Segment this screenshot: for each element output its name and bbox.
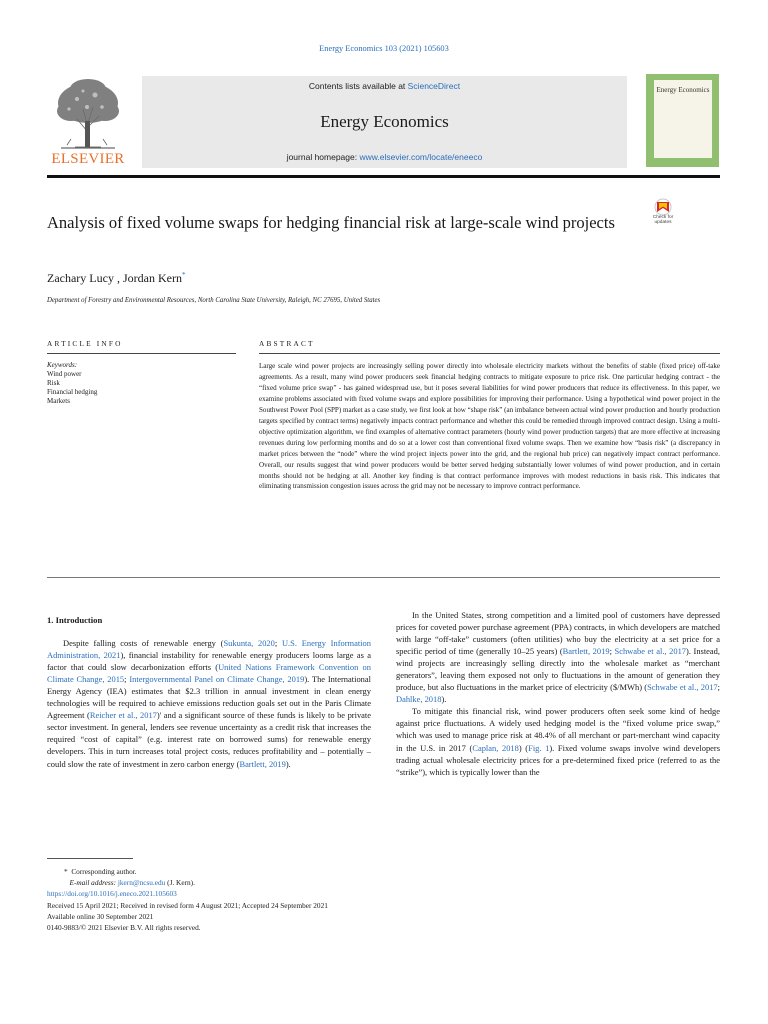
footnote-mark: *	[64, 867, 68, 876]
citation-link[interactable]: Bartlett, 2019	[562, 646, 610, 657]
keyword-item: Financial hedging	[47, 387, 98, 396]
citation-link[interactable]: Sukunta, 2020	[223, 638, 275, 649]
abstract-bottom-rule	[47, 577, 720, 578]
body-text: ;	[717, 682, 721, 693]
masthead-rule	[47, 175, 720, 178]
body-paragraph	[47, 637, 371, 770]
cover-title: Energy Economics	[656, 86, 710, 94]
body-text: ;	[274, 638, 282, 649]
body-paragraph	[396, 705, 720, 777]
citation-link[interactable]: Reicher et al., 2017	[89, 710, 157, 721]
author-list	[47, 271, 185, 286]
abstract-heading: ABSTRACT	[259, 339, 315, 348]
corresponding-author-mark[interactable]: *	[181, 271, 186, 279]
citation-link[interactable]: Intergovernmental Panel on Climate Change, 2019	[129, 674, 305, 685]
journal-masthead	[47, 71, 720, 172]
abstract-text: Large scale wind power projects are increasingly selling power directly into wholesale electricity markets without the benefits of stable (fixed price) off-take agreements. As a result, many wind power producers seek financial hedging contracts to mitigate exposure to price risk. One particular hedging contract - the “fixed volume price swap” - has gained widespread use, but it poses several liabilities for wind power producers that reduce its effectiveness. In this paper, we examine problems associated with fixed volume swaps and explore possibilities for improving their performance. Using a hypothetical wind power project in the Southwest Power Pool (SPP) market as a case study, we first look at how “shape risk” (an imbalance between actual wind power production and hourly production targets specified by contract terms) negatively impacts contract performance and whether this could be remedied through improved contract design. Using a multi-objective optimization algorithm, we find examples of alternative contract parameters (hourly wind power production targets) that are more effective at increasing revenues during low performing months and do so at a lower cost than conventional fixed volume swaps. Then we examine how “basis risk” (a discrepancy in market prices between the “node” where the wind project injects power into the grid, and the regional hub price) can negatively impact contract performance. Overall, our results suggest that wind power producers would be better served hedging substantially lower volumes of wind power production, and in certain months should not be hedging at all. Another key finding is that contract performance improves with modest reductions in basis risk. This indicates that eliminating transmission congestion issues across the grid may not be necessary to improve contract performance.	[259, 362, 720, 491]
body-column-right	[396, 609, 720, 778]
email-note	[47, 877, 328, 888]
crossmark-label: Check for updates	[652, 215, 674, 225]
body-text: ). Fixed volume swaps involve wind developers trading actual wholesale electricity prices for a pre-determined fixed price (referred to as the “strike”), which is typically lower than the	[396, 742, 720, 777]
article-info-rule	[47, 353, 236, 354]
body-text: To mitigate this financial risk, wind power producers often seek some kind of hedge against price fluctuations. A widely used hedging model is the “fixed volume price swap,” which was used to manage price risk at 48.4% of all merchant or part-merchant wind capacity in the U.S. in 2017 (	[396, 706, 720, 753]
contents-line	[142, 81, 627, 91]
cover-panel	[654, 80, 712, 158]
body-column-left	[47, 614, 371, 770]
email-suffix: (J. Kern).	[165, 878, 195, 888]
corresponding-author-note	[47, 866, 328, 877]
corresponding-author-text: Corresponding author.	[71, 867, 137, 876]
keyword-item: Risk	[47, 378, 60, 387]
contents-prefix: Contents lists available at	[308, 81, 408, 91]
citation-link[interactable]: Bartlett, 2019	[239, 758, 286, 769]
keyword-item: Wind power	[47, 369, 82, 378]
footnotes	[47, 866, 328, 933]
body-text: ) (	[518, 742, 529, 753]
doi-link[interactable]: https://doi.org/10.1016/j.eneco.2021.105603	[47, 889, 177, 899]
publisher-name: ELSEVIER	[51, 151, 125, 167]
citation-link[interactable]: United Nations Framework Convention on Climate Change, 2015	[47, 662, 371, 685]
body-text: ), financial instability for renewable energy producers looms large as a factor that could slow decarbonization efforts (	[47, 650, 372, 673]
homepage-link[interactable]: www.elsevier.com/locate/eneeco	[359, 152, 483, 162]
section-heading-introduction: 1. Introduction	[47, 615, 103, 625]
citation-link[interactable]: Schwabe et al., 2017	[614, 646, 687, 657]
body-text: ;	[124, 674, 130, 685]
body-text: ;	[609, 646, 615, 657]
body-text: Despite falling costs of renewable energy (	[63, 638, 224, 649]
body-text: ).	[285, 758, 291, 769]
abstract-rule	[259, 353, 720, 354]
author-affiliation: Department of Forestry and Environmental Resources, North Carolina State University, Raleigh, NC 27695, United States	[47, 297, 381, 304]
body-text: ).	[441, 694, 447, 705]
citation-link[interactable]: Dahlke, 2018	[396, 694, 442, 705]
article-info-heading: ARTICLE INFO	[47, 339, 123, 348]
journal-cover-thumbnail[interactable]	[646, 74, 719, 167]
citation-link[interactable]: Caplan, 2018	[472, 742, 519, 753]
keywords-block	[47, 361, 97, 406]
keywords-label: Keywords:	[47, 361, 78, 369]
email-label: E-mail address:	[69, 878, 117, 888]
body-text: ). Instead, wind projects are increasingly selling directly into the wholesale market as “merchant generators”, leaving them exposed not only to fluctuations in the amount of generation they produce, but also fluctuations in the market price of electricity ($/MWh) (	[396, 646, 720, 693]
body-text: ). The International Energy Agency (IEA) estimates that $2.3 trillion in annual investment in clean energy technologies will be required to achieve emissions reduction goals set out in the Paris Climate Agreement (	[47, 674, 371, 721]
article-title: Analysis of fixed volume swaps for hedging financial risk at large-scale wind projects	[47, 213, 615, 232]
copyright-notice: 0140-9883/© 2021 Elsevier B.V. All rights reserved.	[47, 923, 201, 933]
journal-citation[interactable]: Energy Economics 103 (2021) 105603	[319, 44, 449, 53]
sciencedirect-link[interactable]: ScienceDirect	[407, 81, 461, 91]
body-text: )' and a significant source of these funds is likely to be private sector investment. In general, lenders see revenue uncertainty as a credit risk that increases the required “cost of capital” (e.g. interest rate on borrowed sums) for renewable energy developers. This in turn increases total project costs, reduces profitability and – potentially – could slow the rate of investment in zero carbon energy (	[47, 710, 371, 769]
authors-names: Zachary Lucy , Jordan Kern	[47, 271, 182, 285]
homepage-prefix: journal homepage:	[286, 152, 360, 162]
received-dates: Received 15 April 2021; Received in revised form 4 August 2021; Accepted 24 September 2021	[47, 900, 328, 910]
body-text: In the United States, strong competition and a limited pool of customers have depressed prices for coveted power purchase agreement (PPA) contracts, in which developers are matched with large “off-take” customers (often utilities) who buy the electricity at a set price for a specific period of time (generally 10–25 years) (	[396, 610, 720, 657]
available-online-date: Available online 30 September 2021	[47, 911, 154, 921]
journal-title: Energy Economics	[320, 112, 449, 131]
citation-link[interactable]: U.S. Energy Information Administration, 2021	[47, 638, 371, 661]
body-paragraph	[396, 609, 720, 705]
citation-link[interactable]: Fig. 1	[528, 742, 550, 753]
citation-link[interactable]: Schwabe et al., 2017	[647, 682, 718, 693]
journal-header-box	[142, 76, 627, 168]
keyword-item: Markets	[47, 396, 70, 405]
footnote-rule	[47, 858, 133, 859]
homepage-line	[142, 152, 627, 162]
email-link[interactable]: jkern@ncsu.edu	[117, 878, 166, 888]
crossmark-icon[interactable]	[645, 196, 681, 232]
